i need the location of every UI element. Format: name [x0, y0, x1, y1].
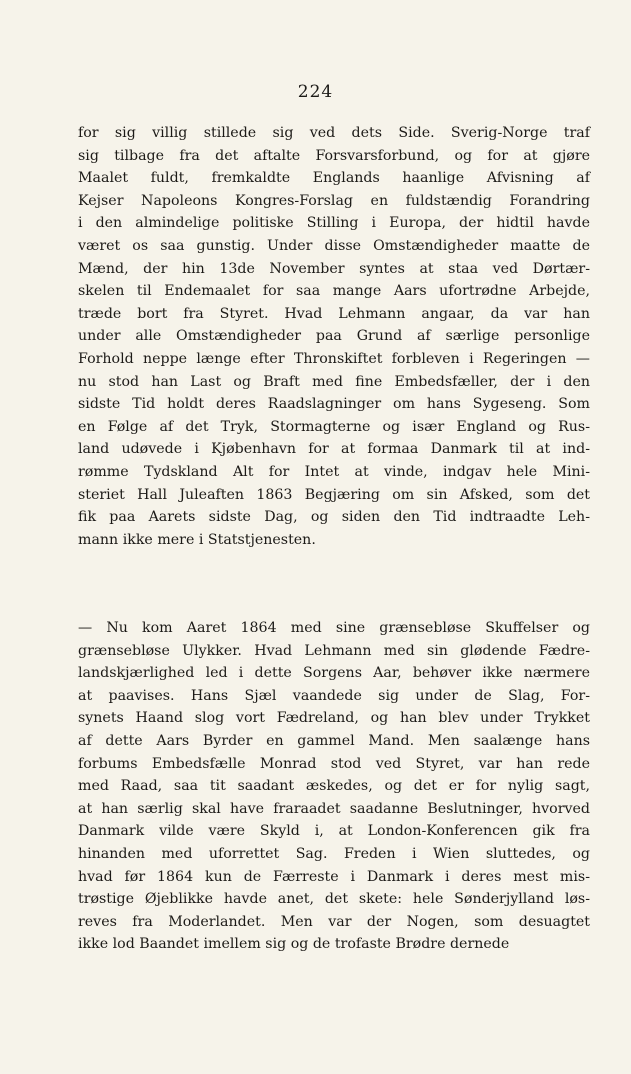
page-number: 224 — [297, 82, 334, 102]
text-line: synets Haand slog vort Fædreland, og han blev under Trykket — [78, 710, 590, 727]
text-line: ikke lod Baandet imellem sig og de trofaste Brødre dernede — [78, 936, 510, 953]
text-line: med Raad, saa tit saadant æskedes, og det er for nylig sagt, — [78, 778, 590, 795]
text-line: under alle Omstændigheder paa Grund af særlige personlige — [78, 328, 590, 345]
text-line: af dette Aars Byrder en gammel Mand. Men saalænge hans — [78, 732, 590, 749]
paragraph-1 — [78, 122, 590, 551]
text-line: hvad før 1864 kun de Færreste i Danmark i deres mest mis- — [78, 868, 590, 885]
text-line: — Nu kom Aaret 1864 med sine grænsebløse Skuffelser og — [78, 620, 590, 636]
text-line: forbums Embedsfælle Monrad stod ved Styret, var han rede — [78, 755, 590, 772]
text-line: at han særlig skal have fraraadet saadanne Beslutninger, hvorved — [78, 800, 590, 817]
text-line: sidste Tid holdt deres Raadslagninger om hans Sygeseng. Som — [78, 396, 590, 413]
text-line: Maalet fuldt, fremkaldte Englands haanlige Afvisning af — [78, 170, 590, 187]
text-line: grænsebløse Ulykker. Hvad Lehmann med sin glødende Fædre- — [78, 642, 590, 659]
text-line: mann ikke mere i Statstjenesten. — [78, 531, 316, 548]
text-line: reves fra Moderlandet. Men var der Nogen, som desuagtet — [78, 913, 590, 930]
text-line: Forhold neppe længe efter Thronskiftet forbleven i Regeringen — — [78, 350, 590, 367]
text-line: Mænd, der hin 13de November syntes at staa ved Dørtær- — [78, 260, 590, 277]
text-line: for sig villig stillede sig ved dets Side. Sverig-Norge traf — [78, 125, 590, 141]
text-line: fik paa Aarets sidste Dag, og siden den Tid indtraadte Leh- — [78, 509, 590, 526]
text-line: landskjærlighed led i dette Sorgens Aar, behøver ikke nærmere — [78, 665, 590, 682]
text-line: trøstige Øjeblikke havde anet, det skete: hele Sønderjylland løs- — [78, 891, 590, 908]
text-line: rømme Tydskland Alt for Intet at vinde, indgav hele Mini- — [78, 463, 590, 480]
text-line: sig tilbage fra det aftalte Forsvarsforbund, og for at gjøre — [78, 147, 590, 164]
text-line: Kejser Napoleons Kongres-Forslag en fuldstændig Forandring — [78, 192, 590, 209]
text-line: Danmark vilde være Skyld i, at London-Konferencen gik fra — [78, 823, 590, 840]
text-line: skelen til Endemaalet for saa mange Aars ufortrødne Arbejde, — [78, 283, 590, 300]
text-line: træde bort fra Styret. Hvad Lehmann angaar, da var han — [78, 305, 590, 322]
text-line: hinanden med uforrettet Sag. Freden i Wien sluttedes, og — [78, 845, 590, 862]
text-line: land udøvede i Kjøbenhavn for at formaa Danmark til at ind- — [78, 441, 590, 458]
paragraph-2 — [78, 617, 590, 956]
text-line: i den almindelige politiske Stilling i Europa, der hidtil havde — [78, 215, 590, 232]
text-line: nu stod han Last og Braft med fine Embedsfæller, der i den — [78, 373, 590, 390]
text-line: steriet Hall Juleaften 1863 Begjæring om sin Afsked, som det — [78, 486, 590, 503]
text-line: at paavises. Hans Sjæl vaandede sig under de Slag, For- — [78, 687, 590, 704]
text-line: en Følge af det Tryk, Stormagterne og især England og Rus- — [78, 418, 590, 435]
text-line: været os saa gunstig. Under disse Omstændigheder maatte de — [78, 237, 590, 254]
